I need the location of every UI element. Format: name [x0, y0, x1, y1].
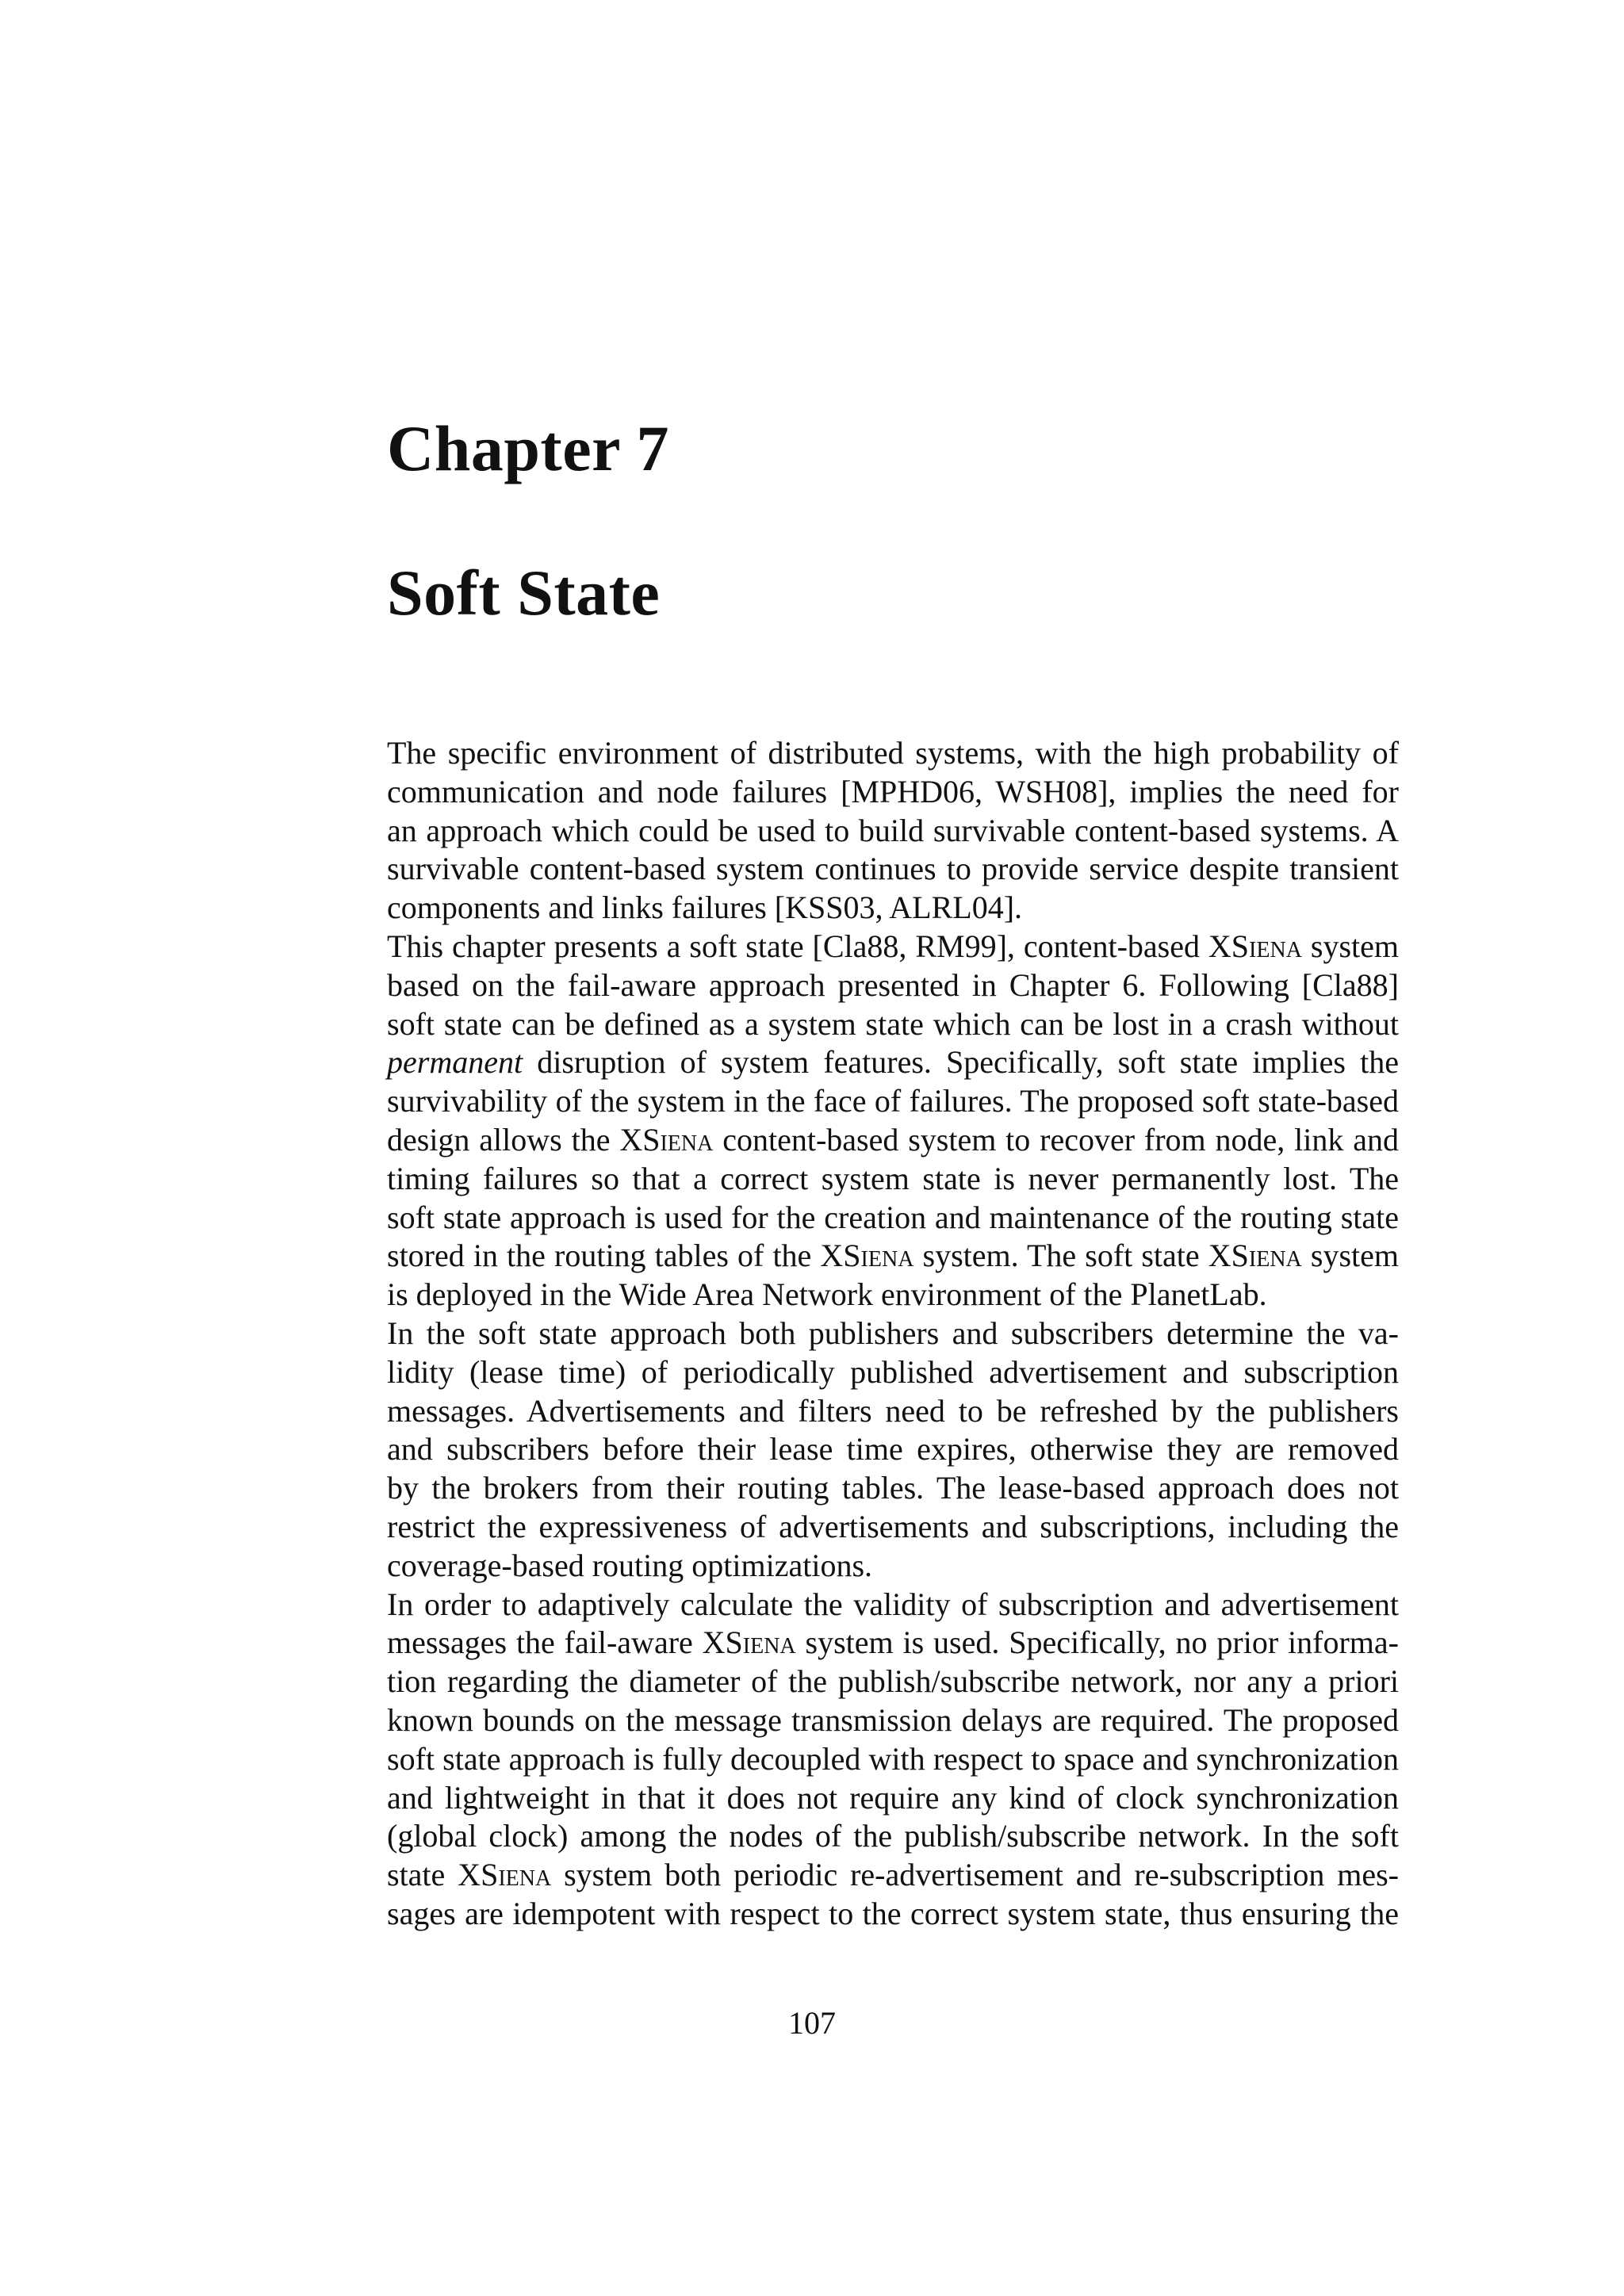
text-line: design allows the XSiena content-based system to recover from node, link and: [387, 1121, 1399, 1158]
chapter-label: Chapter 7: [387, 412, 670, 484]
text-line: soft state approach is used for the creation and maintenance of the routing state: [387, 1199, 1399, 1235]
text-line: stored in the routing tables of the XSiena system. The soft state XSiena system: [387, 1238, 1399, 1274]
system-name: XSiena: [1208, 928, 1302, 964]
text-line: an approach which could be used to build survivable content-based systems. A: [387, 812, 1399, 848]
text-line: In the soft state approach both publishers and subscribers determine the va-: [387, 1314, 1399, 1351]
system-name: XSiena: [702, 1624, 796, 1661]
text-line: and lightweight in that it does not require any kind of clock synchronization: [387, 1779, 1399, 1816]
text-line: timing failures so that a correct system state is never permanently lost. The: [387, 1160, 1399, 1196]
text-line: survivable content-based system continues to provide service despite transient: [387, 851, 1399, 887]
text-line: is deployed in the Wide Area Network environment of the PlanetLab.: [387, 1276, 1267, 1313]
text-line: messages. Advertisements and filters need to be refreshed by the publishers: [387, 1392, 1399, 1429]
text-line: The specific environment of distributed systems, with the high probability of: [387, 735, 1399, 771]
text-line: coverage-based routing optimizations.: [387, 1547, 873, 1583]
text-line: messages the fail-aware XSiena system is used. Specifically, no prior informa-: [387, 1624, 1399, 1661]
text-line: soft state can be defined as a system state which can be lost in a crash without: [387, 1005, 1399, 1042]
system-name: XSiena: [458, 1857, 552, 1893]
text-line: survivability of the system in the face of failures. The proposed soft state-based: [387, 1083, 1399, 1119]
text-line: permanent disruption of system features. Specifically, soft state implies the: [387, 1044, 1399, 1081]
text-line: soft state approach is fully decoupled with respect to space and synchronization: [387, 1740, 1399, 1777]
text-line: This chapter presents a soft state [Cla88, RM99], content-based XSiena system: [387, 928, 1399, 964]
text-line: restrict the expressiveness of advertisements and subscriptions, including the: [387, 1508, 1399, 1544]
chapter-title: Soft State: [387, 557, 661, 629]
emphasis: permanent: [387, 1044, 523, 1081]
text-line: based on the fail-aware approach presented in Chapter 6. Following [Cla88]: [387, 966, 1399, 1003]
text-line: and subscribers before their lease time expires, otherwise they are removed: [387, 1431, 1399, 1468]
text-line: tion regarding the diameter of the publish/subscribe network, nor any a priori: [387, 1663, 1399, 1700]
system-name: XSiena: [619, 1121, 714, 1158]
body-text: [387, 734, 1399, 1934]
text-line: state XSiena system both periodic re-advertisement and re-subscription mes-: [387, 1857, 1399, 1893]
text-line: lidity (lease time) of periodically published advertisement and subscription: [387, 1353, 1399, 1390]
text-line: components and links failures [KSS03, ALRL04].: [387, 890, 1023, 926]
text-line: (global clock) among the nodes of the publish/subscribe network. In the soft: [387, 1818, 1399, 1854]
text-line: known bounds on the message transmission delays are required. The proposed: [387, 1701, 1399, 1738]
text-line: by the brokers from their routing tables. The lease-based approach does not: [387, 1470, 1399, 1506]
text-line: In order to adaptively calculate the validity of subscription and advertisement: [387, 1586, 1399, 1622]
text-line: sages are idempotent with respect to the correct system state, thus ensuring the: [387, 1895, 1399, 1931]
text-line: communication and node failures [MPHD06, WSH08], implies the need for: [387, 773, 1399, 809]
system-name: XSiena: [820, 1238, 914, 1274]
system-name: XSiena: [1208, 1238, 1302, 1274]
page-number: 107: [788, 2005, 836, 2041]
